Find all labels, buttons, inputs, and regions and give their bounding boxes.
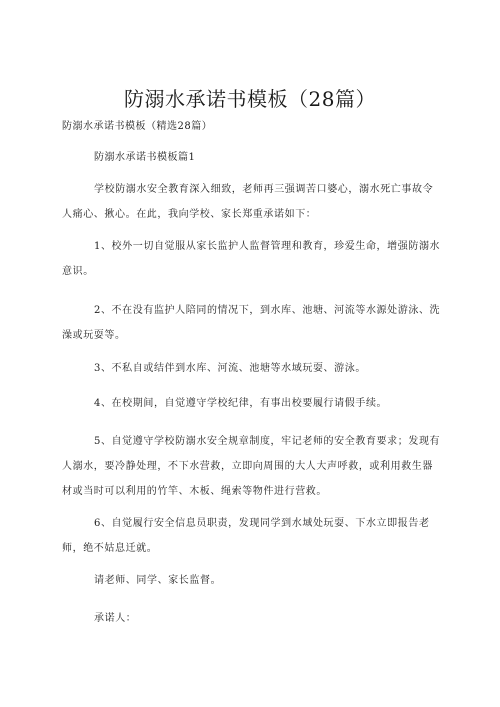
supervision-request: 请老师、同学、家长监督。 (94, 575, 222, 586)
pledge-item-5: 5、自觉遵守学校防溺水安全规章制度，牢记老师的安全教育要求；发现有人溺水，要冷静处理，不下水营救，立即向周围的大人大声呼救，或利用救生器材或当时可以利用的竹竿、木板、绳索等物件进行营救。 (62, 436, 441, 497)
pledge-item-3: 3、不私自或结伴到水库、河流、池塘等水域玩耍、游泳。 (94, 363, 366, 374)
document-subtitle: 防溺水承诺书模板（精选28篇） (62, 121, 213, 132)
pledge-item-4: 4、在校期间，自觉遵守学校纪律，有事出校要履行请假手续。 (94, 398, 388, 409)
signatory-label: 承诺人： (94, 613, 137, 624)
intro-paragraph: 学校防溺水安全教育深入细致，老师再三强调苦口婆心，溺水死亡事故令人痛心、揪心。在此，我向学校、家长郑重承诺如下： (62, 184, 434, 220)
document-title: 防溺水承诺书模板（28篇） (124, 87, 376, 111)
pledge-item-2: 2、不在没有监护人陪同的情况下，到水库、池塘、河流等水源处游泳、洗澡或玩耍等。 (62, 305, 441, 341)
section-heading: 防溺水承诺书模板篇1 (94, 152, 196, 163)
pledge-item-1: 1、校外一切自觉服从家长监护人监督管理和教育，珍爱生命，增强防溺水意识。 (62, 241, 441, 277)
pledge-item-6: 6、自觉履行安全信息员职责，发现同学到水域处玩耍、下水立即报告老师，绝不姑息迁就。 (62, 518, 430, 554)
